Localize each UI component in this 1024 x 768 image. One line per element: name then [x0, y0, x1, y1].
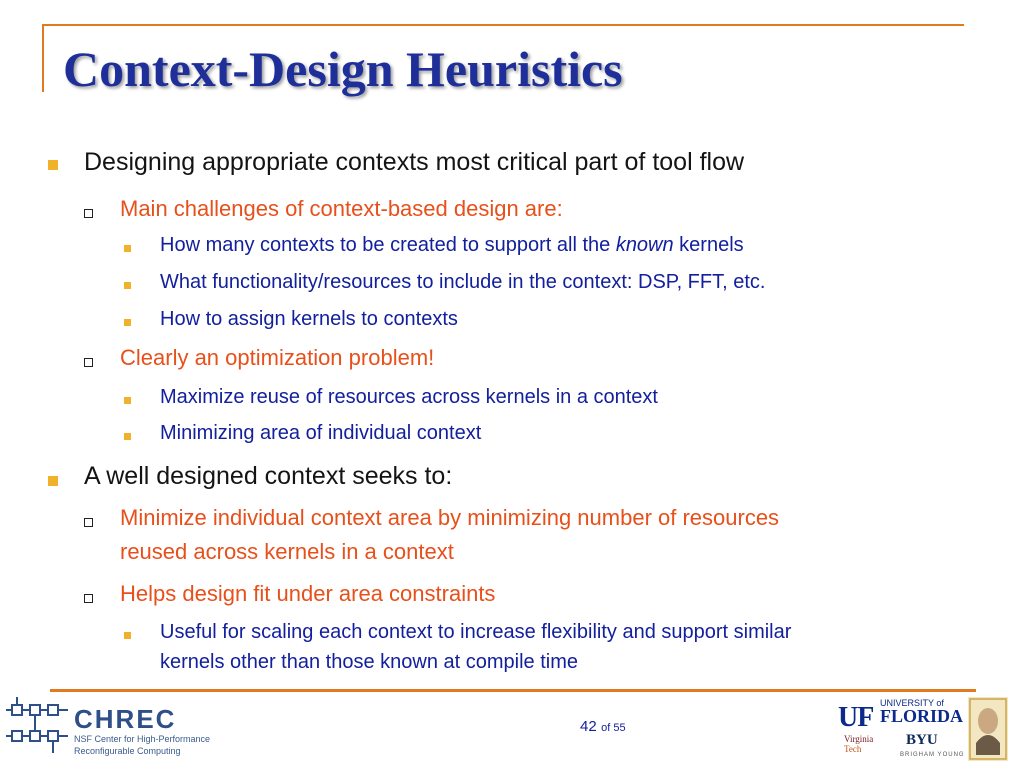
bullet-l3 — [160, 234, 744, 257]
level3-bullet-icon — [124, 433, 131, 440]
title-frame-top — [42, 24, 964, 26]
bullet-l3: Useful for scaling each context to increase flexibility and support similar — [160, 621, 792, 643]
chrec-circuit-icon — [6, 697, 70, 761]
chrec-subtitle: Reconfigurable Computing — [74, 746, 181, 756]
level2-bullet-icon — [84, 594, 93, 603]
bullet-l1: Designing appropriate contexts most critical part of tool flow — [84, 148, 745, 176]
chrec-subtitle: NSF Center for High-Performance — [74, 734, 211, 744]
bullet-l2: Main challenges of context-based design are: — [120, 196, 563, 221]
page-number — [580, 718, 626, 736]
title-frame-left — [42, 24, 44, 92]
level2-bullet-icon — [84, 518, 93, 527]
emphasis-text: known — [615, 234, 674, 256]
slide-title: Context-Design Heuristics — [63, 41, 623, 97]
bullet-l2: Clearly an optimization problem! — [120, 345, 435, 370]
level2-bullet-icon — [84, 358, 93, 367]
level3-bullet-icon — [124, 319, 131, 326]
chrec-wordmark: CHREC — [74, 704, 177, 734]
page-current: 42 — [580, 718, 597, 735]
bullet-l2: Minimize individual context area by minimizing number of resources — [120, 505, 780, 530]
level3-bullet-icon — [124, 245, 131, 252]
bullet-text: kernels — [673, 234, 744, 256]
byu-logo: BYU — [906, 732, 938, 748]
level3-bullet-icon — [124, 397, 131, 404]
chrec-logo — [6, 697, 236, 761]
bullet-l3-continuation: kernels other than those known at compile time — [160, 651, 578, 673]
bullet-l3: Minimizing area of individual context — [160, 422, 482, 444]
vt-logo — [844, 734, 873, 754]
vt-line: Virginia — [844, 734, 874, 744]
level3-bullet-icon — [124, 632, 131, 639]
partner-logos — [838, 698, 966, 766]
level2-bullet-icon — [84, 209, 93, 218]
level1-bullet-icon — [48, 160, 58, 170]
bullet-l3: What functionality/resources to include in the context: DSP, FFT, etc. — [160, 271, 766, 293]
bullet-text: How many contexts to be created to support all the — [160, 234, 616, 256]
vt-line: Tech — [844, 744, 862, 754]
gw-university-seal-icon — [968, 697, 1008, 761]
uf-logo: UF — [838, 702, 874, 733]
level1-bullet-icon — [48, 476, 58, 486]
bullet-l3: How to assign kernels to contexts — [160, 308, 458, 330]
level3-bullet-icon — [124, 282, 131, 289]
bullet-l3: Maximize reuse of resources across kernels in a context — [160, 386, 658, 408]
page-total: of 55 — [601, 722, 626, 734]
bullet-l2: Helps design fit under area constraints — [120, 581, 496, 606]
uf-university-label: UNIVERSITY of — [880, 698, 944, 708]
uf-florida-label: FLORIDA — [880, 706, 964, 726]
bullet-l1: A well designed context seeks to: — [84, 462, 453, 490]
bullet-l2-continuation: reused across kernels in a context — [120, 539, 454, 564]
byu-subtitle: BRIGHAM YOUNG — [900, 752, 965, 758]
footer-divider — [50, 689, 976, 692]
